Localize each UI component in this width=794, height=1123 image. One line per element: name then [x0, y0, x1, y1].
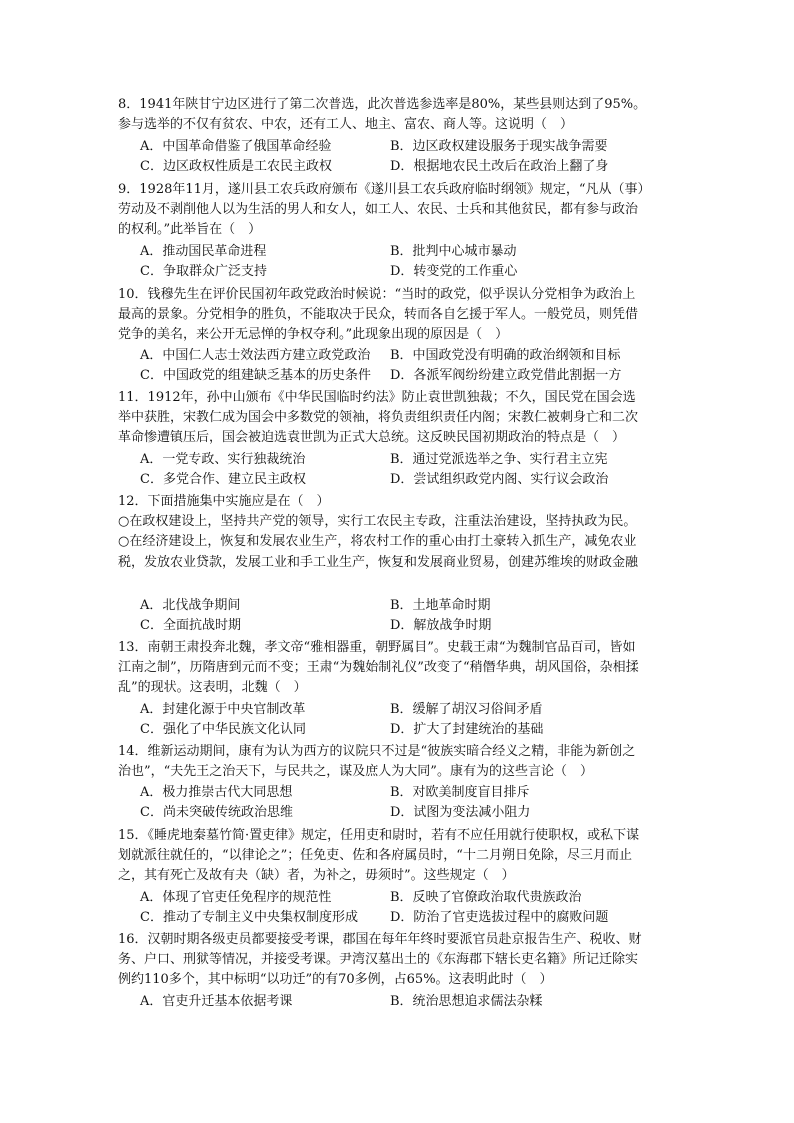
question-line: 治也”，“夫先王之治天下，与民共之，谋及庶人为大同”。康有为的这些言论（ ）: [118, 764, 593, 780]
option-a: A．极力推崇古代大同思想: [140, 785, 293, 800]
question-13-stem: [118, 638, 683, 699]
option-c: C．边区政权性质是工农民主政权: [140, 159, 332, 175]
question-line: 税，发放农业贷款，发展工业和手工业生产，恢复和发展商业贸易，创建苏维埃的财政金融: [118, 554, 639, 570]
question-10-options: [140, 346, 700, 386]
question-line: ○在经济建设上，恢复和发展农业生产，将农村工作的重心由打土豪转入抓生产，减免农业: [118, 534, 637, 550]
question-line: ○在政权建设上，坚持共产党的领导，实行工农民主专政，注重法治建设，坚持执政为民。: [118, 514, 637, 530]
question-12-options: [140, 596, 700, 636]
option-a: A．一党专政、实行独裁统治: [140, 452, 306, 467]
question-line: 之，其有死亡及故有夬（缺）者，为补之，毋须时”。这些规定（ ）: [118, 868, 515, 884]
option-a: A．中国仁人志士效法西方建立政党政治: [140, 348, 371, 363]
option-a: A．体现了官吏任免程序的规范性: [140, 890, 332, 905]
option-c: C．争取群众广泛支持: [140, 264, 267, 280]
option-a: A．北伐战争期间: [140, 598, 241, 613]
question-line: 11．1912年，孙中山颁布《中华民国临时约法》防止袁世凯独裁；不久，国民党在国会选: [118, 390, 636, 405]
option-a: A．中国革命借鉴了俄国革命经验: [140, 139, 332, 154]
option-c: C．多党合作、建立民主政权: [140, 472, 306, 488]
option-d: D．根据地农民土改后在政治上翻了身: [390, 159, 609, 175]
question-line: 乱”的现状。这表明，北魏（ ）: [118, 680, 307, 696]
question-line: 劳动及不剥削他人以为生活的男人和女人，如工人、农民、士兵和其他贫民，都有参与政治: [118, 202, 639, 218]
option-c: C．推动了专制主义中央集权制度形成: [140, 910, 358, 926]
option-d: D．防治了官吏选拔过程中的腐败问题: [390, 910, 609, 926]
option-c: C．中国政党的组建缺乏基本的历史条件: [140, 368, 371, 384]
option-b: B．中国政党没有明确的政治纲领和目标: [390, 348, 621, 363]
question-15-options: [140, 888, 700, 928]
question-line: 划就派往就任的，“以律论之”；任免吏、佐和各府属员时，“十二月朔日免除，尽三月而止: [118, 848, 632, 864]
option-d: D．转变党的工作重心: [390, 264, 518, 280]
question-line: 10．钱穆先生在评价民国初年政党政治时候说：“当时的政党，似乎误认分党相争为政治上: [118, 287, 636, 302]
option-c: C．尚未突破传统政治思维: [140, 805, 293, 821]
option-d: D．尝试组织政党内阁、实行议会政治: [390, 472, 609, 488]
option-d: D．扩大了封建统治的基础: [390, 722, 544, 738]
question-line: 13．南朝王肃投奔北魏，孝文帝“雅相器重，朝野属目”。史载王肃“为魏制官品百司，皆如: [118, 640, 636, 655]
question-8-stem: [118, 95, 683, 135]
question-16-stem: [118, 930, 683, 991]
option-d: D．解放战争时期: [390, 618, 492, 634]
option-b: B．边区政权建设服务于现实战争需要: [390, 139, 608, 154]
question-line: 最高的景象。分党相争的胜负，不能取决于民众，转而各自乞援于军人。一般党员，则凭借: [118, 307, 639, 323]
question-line: 革命惨遭镇压后，国会被迫选袁世凯为正式大总统。这反映民国初期政治的特点是（ ）: [118, 430, 626, 446]
option-d: D．试图为变法减小阻力: [390, 805, 531, 821]
question-8-options: [140, 137, 700, 177]
question-14-stem: [118, 742, 683, 782]
question-16-options: [140, 992, 700, 1012]
option-d: D．各派军阀纷纷建立政党借此割据一方: [390, 368, 622, 384]
question-line: 15．《睡虎地秦墓竹简·置吏律》规定，任用吏和尉时，若有不应任用就行使职权，或私下谋: [118, 828, 640, 843]
question-line: 江南之制”，历隋唐到元而不变；王肃“为魏始制礼仪”改变了“稍僭华典，胡风国俗，杂相揉: [118, 660, 639, 676]
question-line: 的权利。”此举旨在（ ）: [118, 222, 262, 238]
question-line: 8．1941年陕甘宁边区进行了第二次普选，此次普选参选率是80%，某些县则达到了95%。: [118, 97, 647, 112]
question-14-options: [140, 783, 700, 823]
option-b: B．对欧美制度盲目排斥: [390, 785, 530, 800]
question-11-options: [140, 450, 700, 490]
question-line: 9．1928年11月，遂川县工农兵政府颁布《遂川县工农兵政府临时纲领》规定，“凡从（事）: [118, 182, 651, 197]
option-a: A．推动国民革命进程: [140, 244, 267, 259]
question-line: 党争的美名，来公开无忌惮的争权夺利。”此现象出现的原因是（ ）: [118, 327, 509, 343]
question-line: 16．汉朝时期各级吏员都要接受考课，郡国在每年年终时要派官员赴京报告生产、税收、财: [118, 932, 642, 947]
question-12-stem: [118, 492, 683, 573]
question-15-stem: [118, 826, 683, 887]
question-line: 务、户口、刑狱等情况，并接受考课。尹湾汉墓出土的《东海郡下辖长吏名籍》所记迁除实: [118, 952, 639, 968]
question-line: 14．维新运动期间，康有为认为西方的议院只不过是“彼族实暗合经义之精，非能为新创之: [118, 744, 636, 759]
option-a: A．官吏升迁基本依据考课: [140, 994, 293, 1009]
option-b: B．缓解了胡汉习俗间矛盾: [390, 702, 543, 717]
option-b: B．批判中心城市暴动: [390, 244, 517, 259]
option-b: B．反映了官僚政治取代贵族政治: [390, 890, 582, 905]
question-10-stem: [118, 285, 683, 346]
option-c: C．强化了中华民族文化认同: [140, 722, 306, 738]
option-a: A．封建化源于中央官制改革: [140, 702, 306, 717]
question-line: 例约110多个，其中标明“以功迁”的有70多例，占65%。这表明此时（ ）: [118, 972, 553, 988]
question-line: 12．下面措施集中实施应是在（ ）: [118, 494, 330, 509]
option-c: C．全面抗战时期: [140, 618, 241, 634]
question-line: 参与选举的不仅有贫农、中农，还有工人、地主、富农、商人等。这说明（ ）: [118, 117, 574, 133]
question-line: 举中获胜，宋教仁成为国会中多数党的领袖，将负责组织责任内阁；宋教仁被刺身亡和二次: [118, 410, 639, 426]
question-9-options: [140, 242, 700, 282]
question-11-stem: [118, 388, 683, 449]
option-b: B．通过党派选举之争、实行君主立宪: [390, 452, 608, 467]
option-b: B．统治思想追求儒法杂糅: [390, 994, 543, 1009]
question-9-stem: [118, 180, 683, 241]
option-b: B．土地革命时期: [390, 598, 491, 613]
question-13-options: [140, 700, 700, 740]
